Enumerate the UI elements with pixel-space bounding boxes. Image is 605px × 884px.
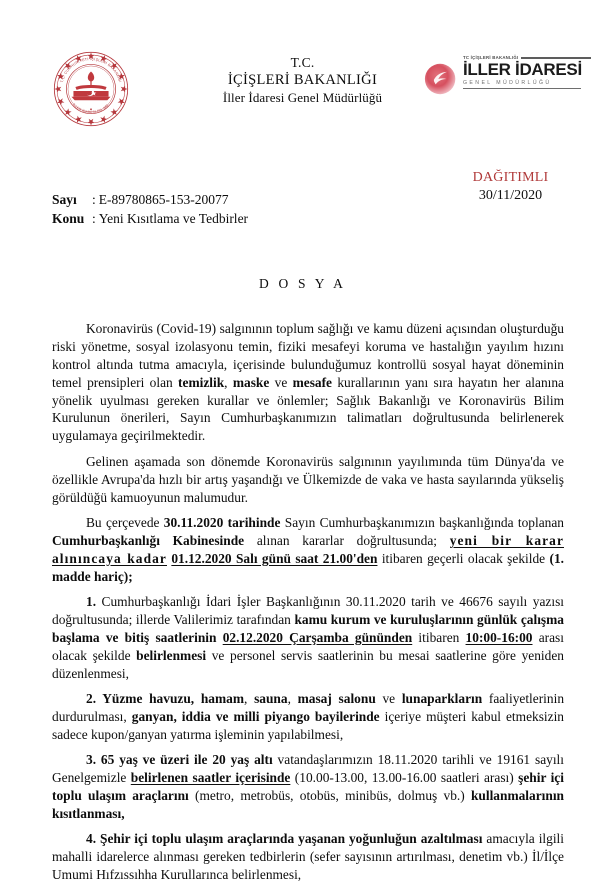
p3-bold-date: 30.11.2020 tarihinde — [163, 514, 281, 530]
list-item-2 — [52, 690, 564, 744]
p2-seg-1: Gelinen aşamada son dönemde Koronavirüs salgınının yayılımında tüm Dünya'da ve özellikle Avrupa'da hızlı bir artış yaşandığı ve Ülkemizde de vaka ve hasta sayılarında yükseliş görüldüğü kamuoyunun malumudur. — [52, 453, 564, 505]
item2-bold-sauna: sauna — [254, 690, 288, 706]
item2-seg-5: içeriye müşteri kabul etmeksizin sadece kupon/ganyan yatırma işleminin yapılabilmesi, — [52, 708, 564, 742]
item3-seg-3: (metro, metrobüs, otobüs, minibüs, dolmuş vb.) — [188, 787, 471, 803]
p3-underline-yeni-karar: yeni bir karar alınıncaya kadar — [52, 532, 564, 566]
item1-seg-5: ve personel servis saatlerinin bu mesai saatlerine göre yeniden düzenlenmesi, — [52, 647, 564, 681]
item2-seg-2: , — [287, 690, 298, 706]
item3-bold-kisitlanmasi: kullanmalarının kısıtlanması, — [52, 787, 564, 821]
item1-seg-3: itibaren — [412, 629, 466, 645]
svg-text:T.C. CUMHURİYETİ İÇİŞLERİ BAKA: T.C. CUMHURİYETİ İÇİŞLERİ BAKANLIĞI — [59, 57, 123, 83]
p1-bold-maske: maske — [232, 374, 270, 390]
list-item-3 — [52, 751, 564, 823]
item3-seg-1: vatandaşlarımızın 18.11.2020 tarihli ve 19161 sayılı Genelgemizle — [52, 752, 564, 785]
p1-seg-3: ve — [269, 374, 293, 390]
item1-seg-1: Cumhurbaşkanlığı İdari İşler Başkanlığının 30.11.2020 tarih ve 46676 sayılı yazısı doğrultusunda; illerde Valilerimiz tarafından — [52, 593, 564, 627]
svg-text:İLLER İDARESİ GN. MD.: İLLER İDARESİ GN. MD. — [71, 102, 111, 115]
logo-top-text: TC İÇİŞLERİ BAKANLIĞI — [463, 56, 583, 61]
p3-underline-saat: 01.12.2020 Salı günü saat 21.00'den — [171, 550, 378, 566]
document-meta — [52, 190, 248, 228]
item2-bold-bayiler: ganyan, iddia ve milli piyango bayilerinde — [131, 708, 380, 724]
item3-bold-lead: 3. 65 yaş ve üzeri ile 20 yaş altı — [86, 752, 273, 768]
item1-number: 1. — [86, 593, 97, 609]
item2-bold-lead: 2. Yüzme havuzu, hamam — [86, 690, 244, 706]
item2-seg-3: ve — [375, 690, 402, 706]
item1-bold-kurum: kamu kurum ve kuruluşlarının günlük çalışma başlama ve bitiş saatlerinin — [52, 611, 564, 645]
distribution-label: DAĞITIMLI — [472, 170, 549, 185]
p3-seg-1: Bu çerçevede — [86, 514, 164, 530]
document-body — [52, 320, 564, 884]
p3-seg-3: alınan kararlar doğrultusunda; — [244, 532, 450, 548]
p3-seg-5: itibaren geçerli olacak şekilde — [377, 550, 550, 566]
item1-underline-carsamba: 02.12.2020 Çarşamba gününden — [222, 629, 413, 645]
ministry-title-line-1: T.C. — [290, 55, 315, 70]
document-header — [0, 48, 605, 143]
konu-separator: : — [92, 211, 96, 227]
document-page — [0, 48, 605, 882]
p1-seg-1: Koronavirüs (Covid-19) salgınının toplum sağlığı ve kamu düzeni açısından oluşturduğu riski yönetme, sosyal izolasyonu temin, fiziki mesafeyi koruma ve hastalığın yayılım hızını kontrol altında tutma amacıyla, içerisinde bulunduğumuz kontrollü sosyal hayat döneminin temel prensipleri olan — [52, 321, 564, 390]
konu-value: Yeni Kısıtlama ve Tedbirler — [98, 211, 249, 227]
ministry-title-line-2: İÇİŞLERİ BAKANLIĞI — [227, 72, 378, 89]
ministry-title-line-3: İller İdaresi Genel Müdürlüğü — [222, 89, 383, 105]
item3-bold-ulasim: şehir içi toplu ulaşım araçlarını — [52, 769, 564, 803]
distribution-block — [458, 169, 563, 205]
item3-seg-2: (10.00-13.00, 13.00-16.00 saatleri arası) — [290, 769, 519, 785]
list-item-4 — [52, 830, 564, 884]
logo-bottom-rule — [463, 88, 581, 89]
item1-seg-4: arası olacak şekilde — [52, 629, 564, 663]
konu-label: Konu — [52, 211, 85, 227]
paragraph-1 — [52, 320, 564, 445]
addressee-line: D O S Y A — [258, 276, 347, 291]
logo-rule-bar — [521, 57, 591, 60]
p1-bold-temizlik: temizlik — [178, 374, 225, 390]
item2-seg-1: , — [244, 690, 255, 706]
sayi-label: Sayı — [52, 192, 77, 207]
item2-seg-4: faaliyetlerinin durdurulması, — [52, 690, 565, 724]
p1-seg-2: , — [224, 374, 233, 390]
p3-seg-2: Sayın Cumhurbaşkanımızın başkanlığında toplanan — [280, 514, 564, 530]
meta-row-sayi — [52, 190, 248, 209]
sayi-separator: : — [92, 192, 96, 207]
paragraph-3 — [52, 514, 564, 586]
iller-idaresi-logo — [423, 56, 583, 104]
p1-bold-mesafe: mesafe — [292, 374, 333, 390]
sayi-value: E-89780865-153-20077 — [98, 192, 229, 207]
paragraph-2 — [52, 453, 564, 507]
item2-bold-lunapark: lunaparkların — [401, 690, 483, 706]
item3-underline-saatler: belirlenen saatler içerisinde — [130, 769, 291, 785]
p1-seg-4: kurallarının yanı sıra hayatın her alanına yönelik uyulması gereken kurallar ve önlemler; Sağlık Bakanlığı ve Koronavirüs Bilim Kurulunun önerileri, Sayın Cumhurbaşkanımızın talimatları doğrultusunda belirlenerek uygulamaya geçirilmektedir. — [52, 374, 564, 444]
p3-bold-madde-haric: (1. madde hariç); — [52, 550, 564, 584]
logo-blob-icon — [423, 62, 459, 96]
item4-bold-lead: 4. Şehir içi toplu ulaşım araçlarında yaşanan yoğunluğun azaltılması — [86, 831, 483, 847]
list-item-1 — [52, 593, 564, 682]
document-date: 30/11/2020 — [478, 188, 543, 204]
meta-row-konu — [52, 209, 248, 228]
item1-bold-belirlenmesi: belirlenmesi — [136, 647, 207, 663]
logo-bottom-text: GENEL MÜDÜRLÜĞÜ — [463, 80, 552, 87]
item1-underline-hours: 10:00-16:00 — [465, 629, 533, 645]
item2-bold-masaj: masaj salonu — [297, 690, 376, 706]
p3-bold-kabine: Cumhurbaşkanlığı Kabinesinde — [52, 532, 245, 548]
item4-seg-1: amacıyla ilgili mahalli idarelerce alınması gereken tedbirlerin (sefer sayısının artırılması, denetim vb.) İl/İlçe Umumi Hıfzıssıhha Kurullarınca belirlenmesi, — [52, 831, 564, 882]
logo-main-text: İLLER İDARESİ — [463, 60, 582, 80]
